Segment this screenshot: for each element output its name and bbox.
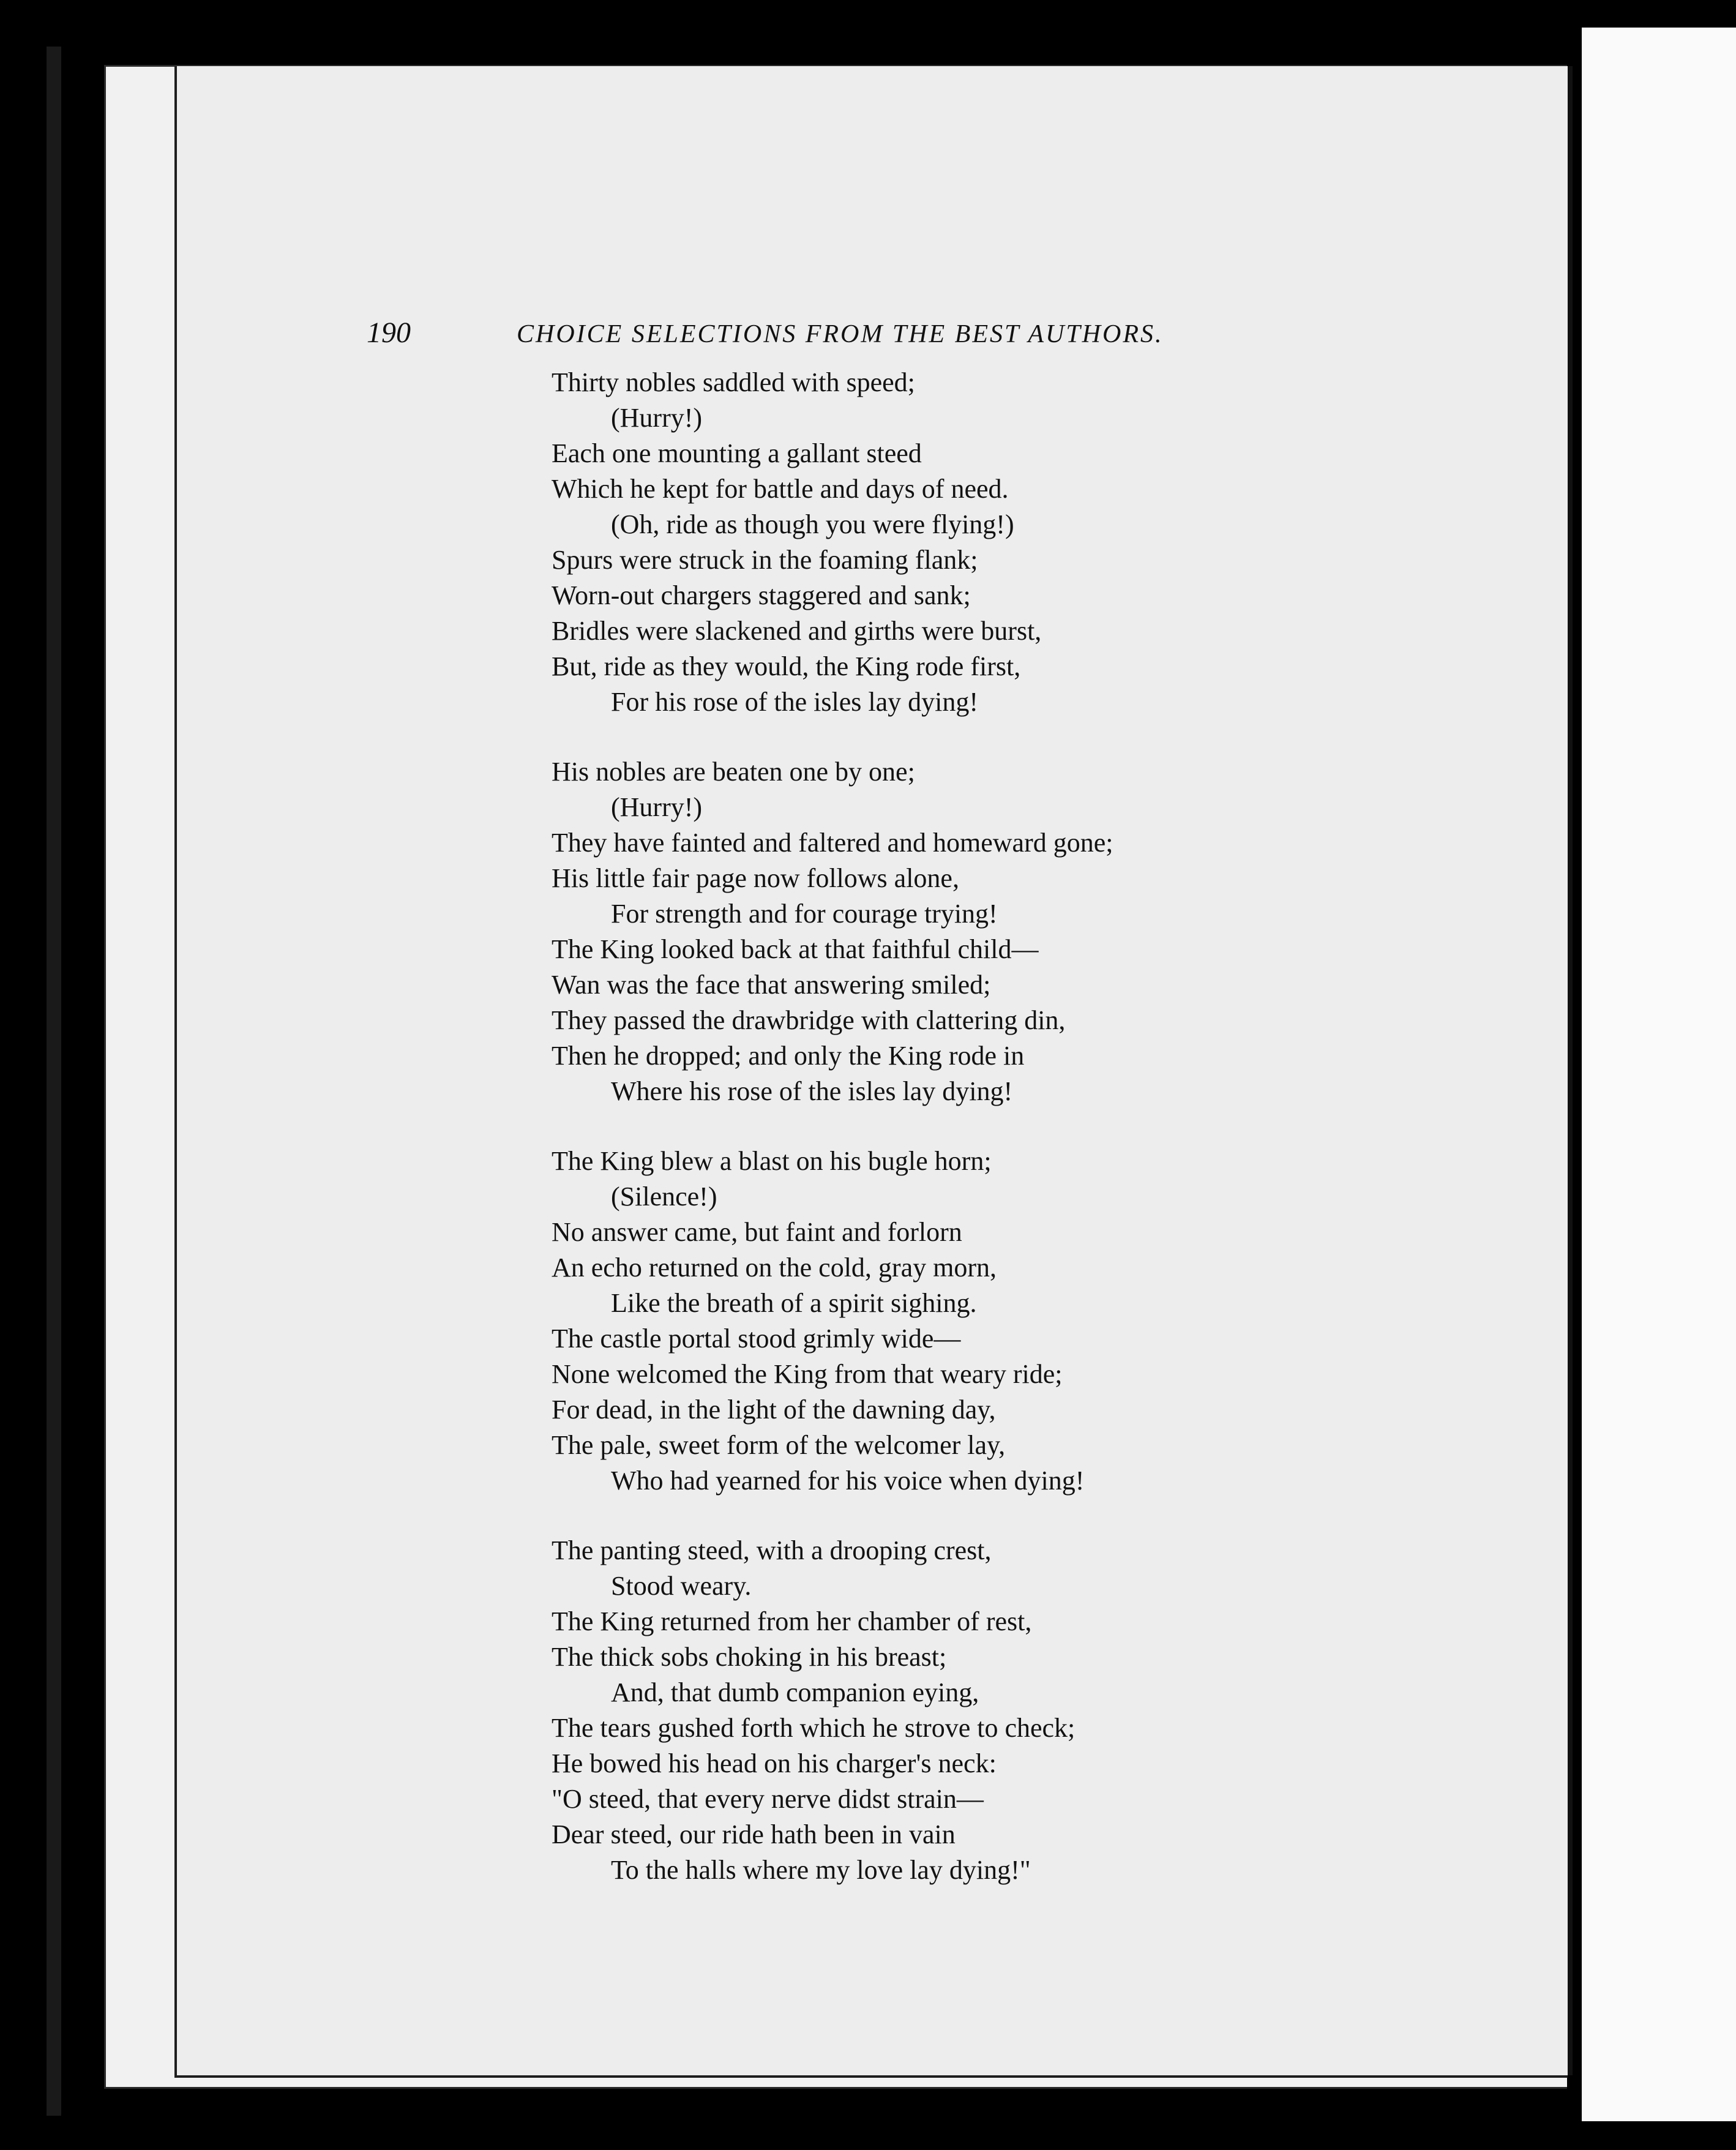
poem-line: Who had yearned for his voice when dying! [611,1466,1085,1496]
poem-line: Bridles were slackened and girths were burst, [552,616,1042,646]
poem-line: (Hurry!) [611,792,703,822]
poem-line: But, ride as they would, the King rode first, [552,651,1021,681]
poem-line: Wan was the face that answering smiled; [552,970,991,1000]
poem-line: None welcomed the King from that weary ride; [552,1359,1063,1389]
poem-line: The pale, sweet form of the welcomer lay, [552,1430,1006,1460]
poem-line: No answer came, but faint and forlorn [552,1217,962,1247]
poem-line: Where his rose of the isles lay dying! [611,1076,1013,1106]
poem-line: Thirty nobles saddled with speed; [552,367,915,397]
poem-line: The thick sobs choking in his breast; [552,1642,947,1672]
poem-line: The King looked back at that faithful child— [552,934,1039,964]
poem-line: They passed the drawbridge with clattering din, [552,1005,1066,1035]
facing-page [1582,28,1736,2121]
poem-stanza [552,1144,1470,1499]
poem-stanza [552,365,1470,720]
poem-line: To the halls where my love lay dying!" [611,1855,1031,1885]
poem-line: The tears gushed forth which he strove to check; [552,1713,1076,1743]
page-number: 190 [367,317,411,349]
poem-stanza [552,1533,1470,1888]
poem-line: Stood weary. [611,1571,752,1601]
poem-line: The King blew a blast on his bugle horn; [552,1146,992,1176]
poem-line: (Silence!) [611,1182,717,1212]
book-page [174,66,1568,2078]
page-header [177,316,1568,359]
poem-line: He bowed his head on his charger's neck: [552,1748,997,1778]
book-spine-edge [47,47,61,2116]
poem-line: Dear steed, our ride hath been in vain [552,1819,956,1849]
poem-line: (Oh, ride as though you were flying!) [611,509,1014,539]
poem-line: The castle portal stood grimly wide— [552,1324,961,1354]
poem-body [552,365,1470,1922]
poem-line: They have fainted and faltered and homeward gone; [552,828,1113,858]
poem-line: Which he kept for battle and days of need. [552,474,1009,504]
poem-line: (Hurry!) [611,403,703,433]
poem-line: Worn-out chargers staggered and sank; [552,580,971,610]
poem-line: Spurs were struck in the foaming flank; [552,545,978,575]
poem-line: The panting steed, with a drooping crest, [552,1535,992,1565]
poem-line: The King returned from her chamber of rest, [552,1606,1032,1636]
running-head: CHOICE SELECTIONS FROM THE BEST AUTHORS. [517,320,1164,348]
poem-line: For strength and for courage trying! [611,899,998,929]
poem-line: Like the breath of a spirit sighing. [611,1288,977,1318]
poem-line: For dead, in the light of the dawning day, [552,1395,996,1425]
poem-stanza [552,754,1470,1109]
poem-line: An echo returned on the cold, gray morn, [552,1253,997,1283]
poem-line: Then he dropped; and only the King rode in [552,1041,1025,1071]
poem-line: His nobles are beaten one by one; [552,757,915,787]
poem-line: For his rose of the isles lay dying! [611,687,979,717]
poem-line: And, that dumb companion eying, [611,1677,979,1707]
poem-line: Each one mounting a gallant steed [552,438,922,468]
poem-line: His little fair page now follows alone, [552,863,959,893]
poem-line: "O steed, that every nerve didst strain— [552,1784,984,1814]
